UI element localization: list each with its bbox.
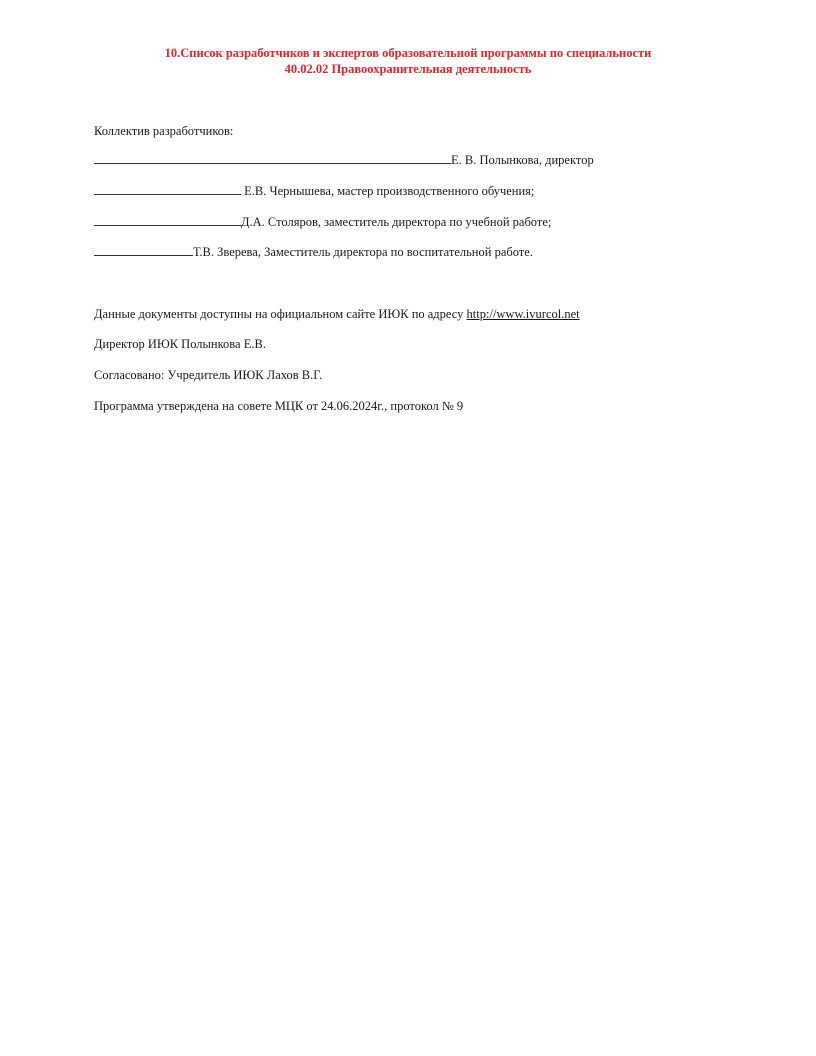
- availability-line: [94, 306, 580, 322]
- developer-entry: [94, 152, 594, 168]
- developer-entry: [94, 214, 551, 230]
- website-link[interactable]: http://www.ivurcol.net: [466, 307, 580, 321]
- developer-text: Д.А. Столяров, заместитель директора по учебной работе;: [241, 215, 552, 229]
- availability-text: Данные документы доступны на официальном сайте ИЮК по адресу: [94, 307, 467, 321]
- document-heading: [0, 45, 816, 77]
- developers-label: Коллектив разработчиков:: [94, 124, 234, 138]
- developer-text: Е.В. Чернышева, мастер производственного обучения;: [241, 184, 535, 198]
- signature-line: [94, 214, 241, 226]
- developer-entry: [94, 244, 533, 260]
- heading-line-2: 40.02.02 Правоохранительная деятельность: [284, 62, 532, 76]
- heading-line-1: 10.Список разработчиков и экспертов образовательной программы по специальности: [164, 46, 652, 60]
- signature-line: [94, 244, 193, 256]
- developer-text: Т.В. Зверева, Заместитель директора по воспитательной работе.: [193, 245, 533, 259]
- developer-entry: [94, 183, 534, 199]
- director-line: Директор ИЮК Полынкова Е.В.: [94, 337, 266, 351]
- developer-text: Е. В. Полынкова, директор: [451, 153, 594, 167]
- signature-line: [94, 152, 451, 164]
- signature-line: [94, 183, 241, 195]
- approved-line: Согласовано: Учредитель ИЮК Лахов В.Г.: [94, 368, 323, 382]
- protocol-line: Программа утверждена на совете МЦК от 24.06.2024г., протокол № 9: [94, 399, 464, 413]
